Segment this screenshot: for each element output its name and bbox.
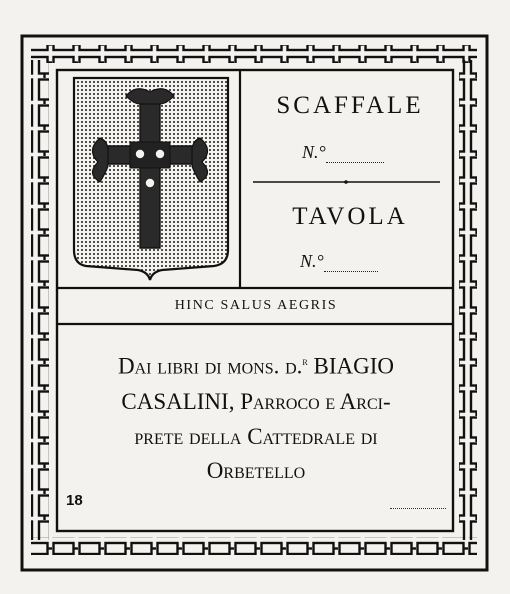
catalog-dotline [390, 507, 446, 509]
motto: HINC SALUS AEGRIS [174, 298, 338, 313]
dedication-line-1-text: Dai libri di mons. d. [117, 353, 303, 379]
shelf-number-label: N.° [302, 142, 326, 162]
shelf-label: SCAFFALE [276, 92, 424, 119]
coat-of-arms-icon [74, 78, 228, 280]
table-number-dotline [324, 257, 378, 272]
catalog-number: 18 [66, 492, 83, 509]
table-number-field [300, 251, 378, 272]
dedication-line-3: prete della Cattedrale di [134, 424, 378, 449]
dedication-line-1 [62, 345, 450, 383]
table-label: TAVOLA [292, 203, 408, 230]
table-number-label: N.° [300, 251, 324, 271]
shelf-number-dotline [326, 148, 384, 163]
dedication-line-4: Orbetello [206, 458, 306, 483]
dedication-line-1-name: BIAGIO [313, 353, 395, 379]
dedication-line-2: CASALINI, Parroco e Arci- [121, 389, 391, 414]
dedication-line-1-superscript: r [302, 354, 308, 368]
shelf-number-field [302, 142, 384, 163]
